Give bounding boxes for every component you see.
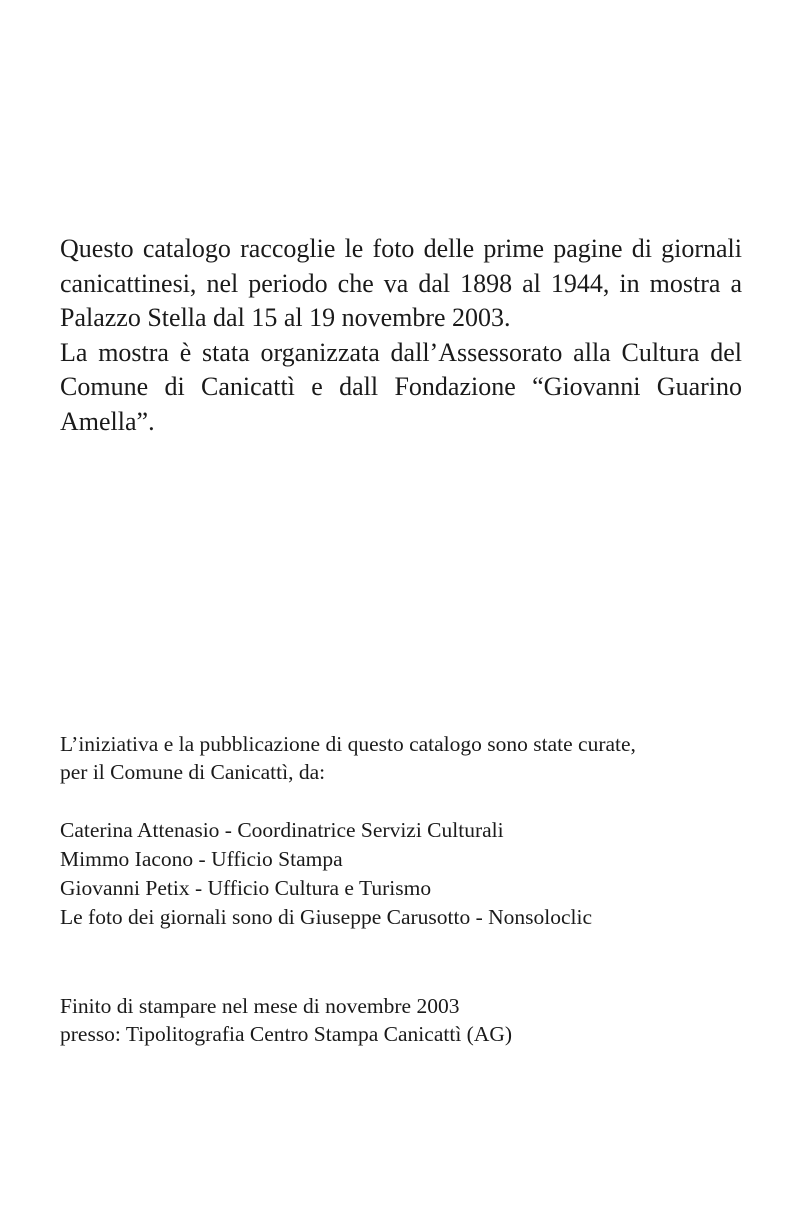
staff-item: Mimmo Iacono - Ufficio Stampa bbox=[60, 847, 343, 871]
staff-item: Le foto dei giornali sono di Giuseppe Carusotto - Nonsoloclic bbox=[60, 905, 593, 929]
credits-text bbox=[60, 730, 760, 786]
staff-item: Caterina Attenasio - Coordinatrice Servizi Culturali bbox=[60, 818, 504, 842]
printing-line-2: presso: Tipolitografia Centro Stampa Canicattì (AG) bbox=[60, 1022, 513, 1046]
staff-list bbox=[60, 816, 760, 932]
intro-paragraph-2: La mostra è stata organizzata dall’Assessorato alla Cultura del Comune di Canicattì e dall Fondazione “Giovanni Guarino Amella”. bbox=[60, 337, 742, 436]
credits-line-2: per il Comune di Canicattì, da: bbox=[60, 760, 326, 784]
staff-item: Giovanni Petix - Ufficio Cultura e Turismo bbox=[60, 876, 432, 900]
credits-line-1: L’iniziativa e la pubblicazione di questo catalogo sono state curate, bbox=[60, 732, 636, 756]
intro-text bbox=[60, 232, 742, 439]
intro-paragraph-1: Questo catalogo raccoglie le foto delle prime pagine di giornali canicattinesi, nel periodo che va dal 1898 al 1944, in mostra a Palazzo Stella dal 15 al 19 novembre 2003. bbox=[60, 234, 742, 332]
printing-line-1: Finito di stampare nel mese di novembre 2003 bbox=[60, 994, 460, 1018]
printing-info bbox=[60, 992, 760, 1048]
